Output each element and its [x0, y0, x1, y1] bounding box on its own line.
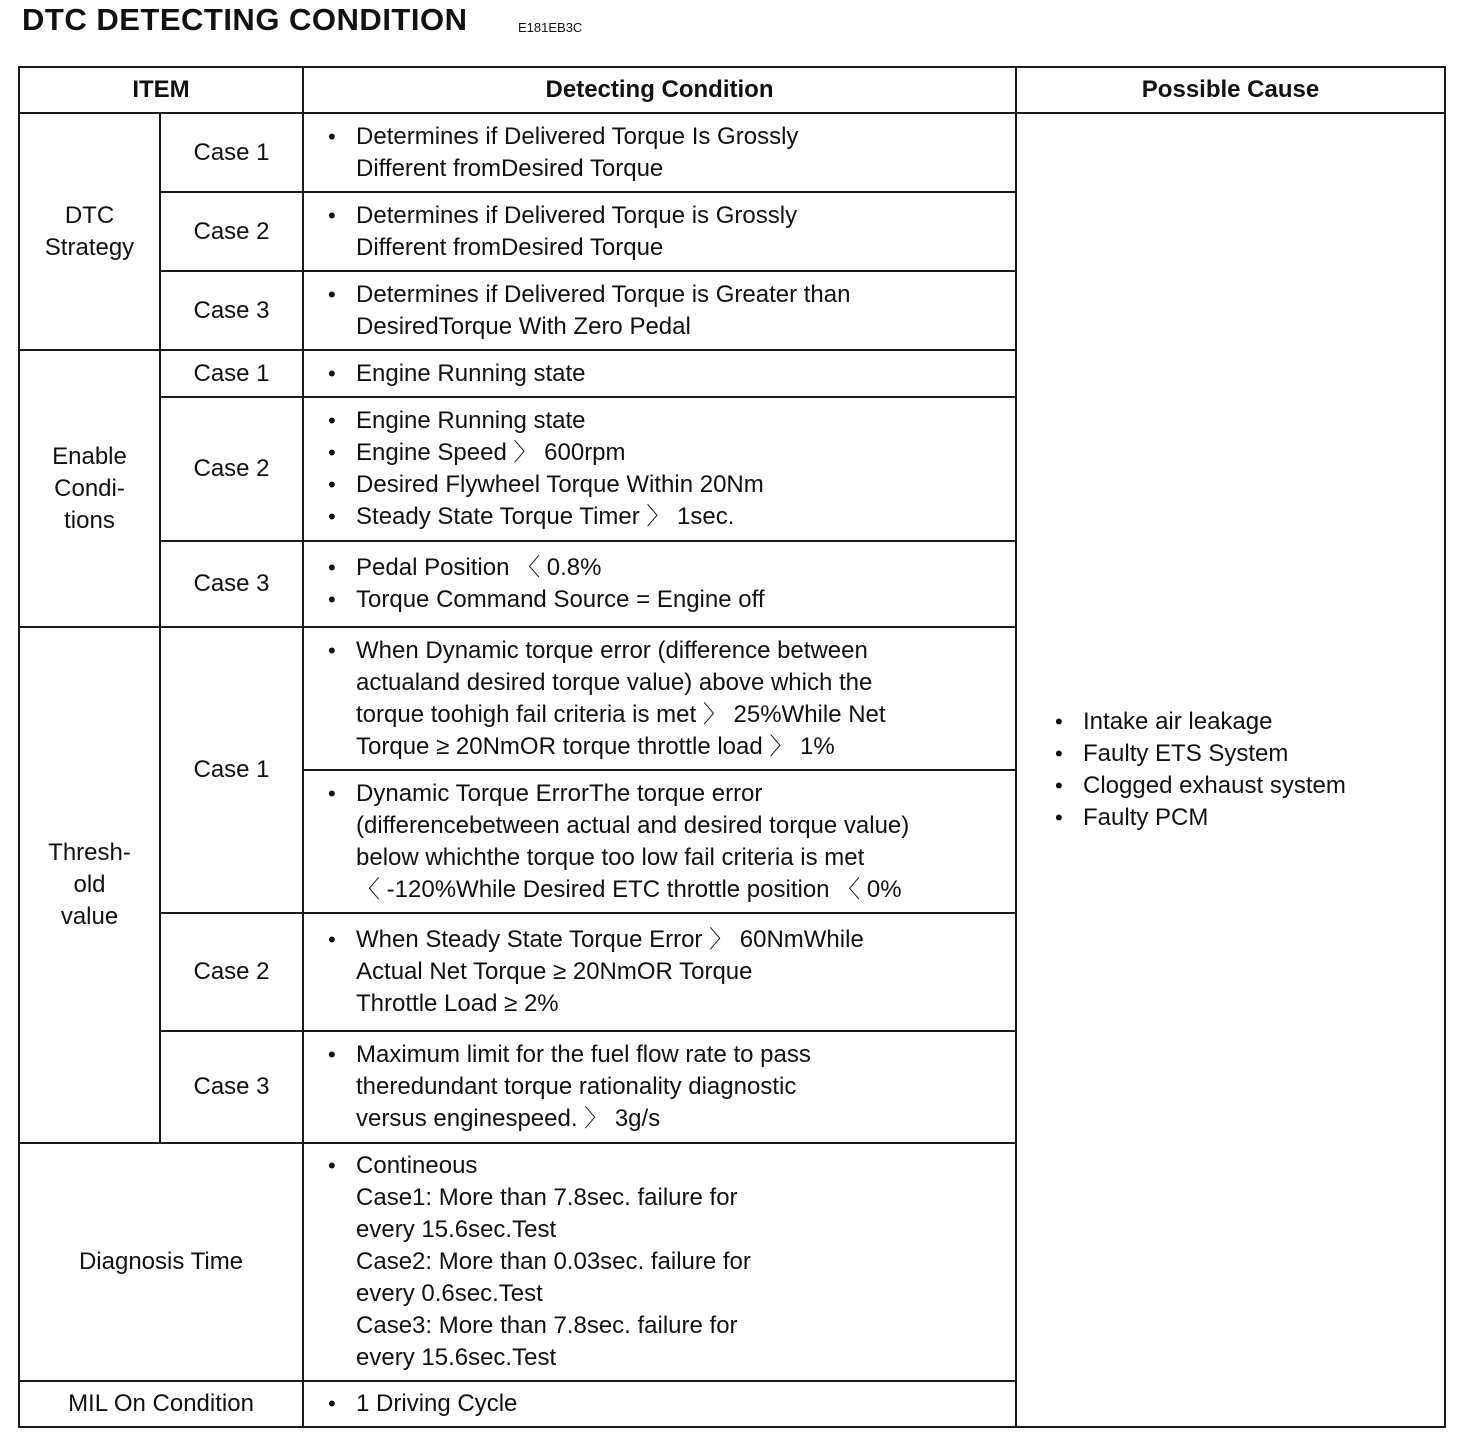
- item-enable-conditions: [19, 350, 160, 627]
- condition-item: • Pedal Position 〈 0.8%: [328, 552, 1005, 584]
- table-row: [19, 113, 1445, 192]
- condition-cell: [303, 1031, 1016, 1143]
- item-label: Enable Condi- tions: [52, 442, 127, 534]
- condition-cell: [303, 1381, 1016, 1427]
- condition-item: • Determines if Delivered Torque is Greater than DesiredTorque With Zero Pedal: [328, 279, 1005, 343]
- case-label: Case 3: [160, 1031, 303, 1143]
- condition-item: • When Steady State Torque Error 〉 60NmWhile Actual Net Torque ≥ 20NmOR Torque Throttle Load ≥ 2%: [328, 924, 1005, 1020]
- case-label: Case 2: [160, 192, 303, 271]
- condition-cell: [303, 192, 1016, 271]
- condition-item: • Dynamic Torque ErrorThe torque error (differencebetween actual and desired torque value) below whichthe torque too low fail criteria is met 〈 -120%While Desired ETC throttle position 〈 0%: [328, 778, 1005, 906]
- item-threshold-value: [19, 627, 160, 1143]
- case-label: Case 1: [160, 350, 303, 397]
- cause-item: • Clogged exhaust system: [1055, 770, 1444, 802]
- condition-cell: [303, 350, 1016, 397]
- condition-cell: [303, 397, 1016, 541]
- item-label: DTC Strategy: [44, 201, 135, 261]
- header-row: [19, 67, 1445, 113]
- item-label: Thresh- old value: [48, 839, 131, 930]
- condition-item: • Maximum limit for the fuel flow rate to pass theredundant torque rationality diagnostic versus enginespeed. 〉 3g/s: [328, 1039, 1005, 1135]
- condition-item: • When Dynamic torque error (difference between actualand desired torque value) above which the torque toohigh fail criteria is met 〉 25%While Net Torque ≥ 20NmOR torque throttle load 〉 1%: [328, 635, 1005, 763]
- cause-item: • Intake air leakage: [1055, 706, 1444, 738]
- page-title: DTC DETECTING CONDITION: [22, 2, 468, 37]
- condition-item: • Engine Running state: [328, 405, 1005, 437]
- condition-item: • Contineous: [328, 1150, 1005, 1182]
- condition-item: • Engine Running state: [328, 358, 1005, 390]
- condition-item: • Determines if Delivered Torque Is Grossly Different fromDesired Torque: [328, 121, 1005, 185]
- item-diagnosis-time: Diagnosis Time: [19, 1143, 303, 1381]
- item-dtc-strategy: [19, 113, 160, 350]
- cause-item: • Faulty PCM: [1055, 802, 1444, 834]
- case-label: Case 1: [160, 113, 303, 192]
- cause-item: • Faulty ETS System: [1055, 738, 1444, 770]
- condition-item: • Engine Speed 〉 600rpm: [328, 437, 1005, 469]
- condition-cell: [303, 271, 1016, 350]
- column-header-possible-cause: Possible Cause: [1016, 67, 1445, 113]
- possible-cause-cell: [1016, 113, 1445, 1427]
- condition-item: • 1 Driving Cycle: [328, 1388, 1005, 1420]
- case-label: Case 2: [160, 913, 303, 1031]
- condition-item: • Steady State Torque Timer 〉 1sec.: [328, 501, 1005, 533]
- condition-cell: [303, 1143, 1016, 1381]
- document-code: E181EB3C: [518, 20, 583, 35]
- condition-cell: [303, 770, 1016, 913]
- column-header-item: ITEM: [19, 67, 303, 113]
- condition-item: • Desired Flywheel Torque Within 20Nm: [328, 469, 1005, 501]
- condition-cell: [303, 627, 1016, 770]
- diagnosis-case-lines: Case1: More than 7.8sec. failure for every 15.6sec.Test Case2: More than 0.03sec. failure for every 0.6sec.Test Case3: More than 7.8sec. failure for every 15.6sec.Test: [356, 1184, 751, 1371]
- condition-item: • Torque Command Source = Engine off: [328, 584, 1005, 616]
- case-label: Case 2: [160, 397, 303, 541]
- column-header-detecting-condition: Detecting Condition: [303, 67, 1016, 113]
- dtc-condition-table: [18, 66, 1446, 1428]
- condition-cell: [303, 113, 1016, 192]
- condition-cell: [303, 541, 1016, 627]
- case-label: Case 1: [160, 627, 303, 913]
- case-label: Case 3: [160, 271, 303, 350]
- case-label: Case 3: [160, 541, 303, 627]
- condition-item: • Determines if Delivered Torque is Grossly Different fromDesired Torque: [328, 200, 1005, 264]
- item-mil-on-condition: MIL On Condition: [19, 1381, 303, 1427]
- condition-cell: [303, 913, 1016, 1031]
